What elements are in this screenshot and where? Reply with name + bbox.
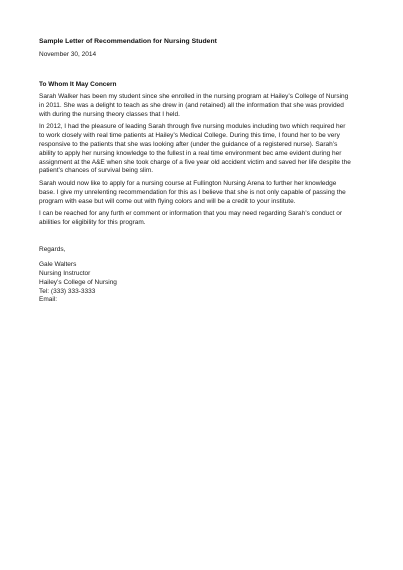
letter-body	[39, 38, 361, 305]
paragraph-4	[39, 210, 361, 228]
paragraph-line: Sarah would now like to apply for a nursing course at Fullington Nursing Arena to further her knowledge	[39, 179, 337, 187]
signature-institution: Hailey’s College of Nursing	[39, 278, 117, 286]
letter-closing-block	[39, 246, 361, 305]
letter-title: Sample Letter of Recommendation for Nursing Student	[39, 38, 217, 45]
paragraph-line: in 2011. She was a delight to teach as she drew in (and retained) all the information that she was provided	[39, 101, 344, 109]
closing-text: Regards,	[39, 245, 66, 253]
paragraph-2	[39, 123, 361, 176]
paragraph-line: assignment at the A&E when she took charge of a five year old accident victim and saved her life despite the	[39, 158, 351, 166]
paragraph-line: patient’s chances of survival being slim.	[39, 167, 154, 175]
paragraph-line: with during the nursing theory classes that I held.	[39, 110, 180, 118]
signature-tel: Tel: (333) 333-3333	[39, 287, 96, 295]
paragraph-1	[39, 93, 361, 120]
paragraph-line: base. I give my unrelenting recommendation for this as I believe that she is not only capable of passing the	[39, 188, 346, 196]
paragraph-line: I can be reached for any furth er comment or information that you may need regarding Sarah’s conduct or	[39, 210, 343, 218]
signature-position: Nursing Instructor	[39, 269, 91, 277]
signature-name: Gale Walters	[39, 260, 77, 268]
letter-date: November 30, 2014	[39, 50, 97, 58]
paragraph-line: Sarah Walker has been my student since she enrolled in the nursing program at Hailey’s College of Nursing	[39, 92, 349, 100]
signature-email: Email:	[39, 296, 58, 304]
letter-salutation: To Whom It May Concern	[39, 80, 117, 88]
paragraph-line: abilities for eligibility for this program.	[39, 219, 146, 226]
paragraph-line: In 2012, I had the pleasure of leading Sarah through five nursing modules including two which required her	[39, 122, 346, 130]
paragraph-line: program with ease but will come out with flying colors and will be a credit to your institute.	[39, 197, 296, 205]
paragraph-3	[39, 180, 361, 207]
paragraph-line: ability to apply her nursing knowledge to the fullest in a real time environment bec ame evident during her	[39, 149, 342, 157]
paragraph-line: responsive to the patients that she was looking after (under the guidance of a registered nurse). Sarah’s	[39, 140, 338, 148]
paragraph-line: to work closely with real time patients at Hailey’s Medical College. During this time, I found her to be very	[39, 131, 340, 139]
